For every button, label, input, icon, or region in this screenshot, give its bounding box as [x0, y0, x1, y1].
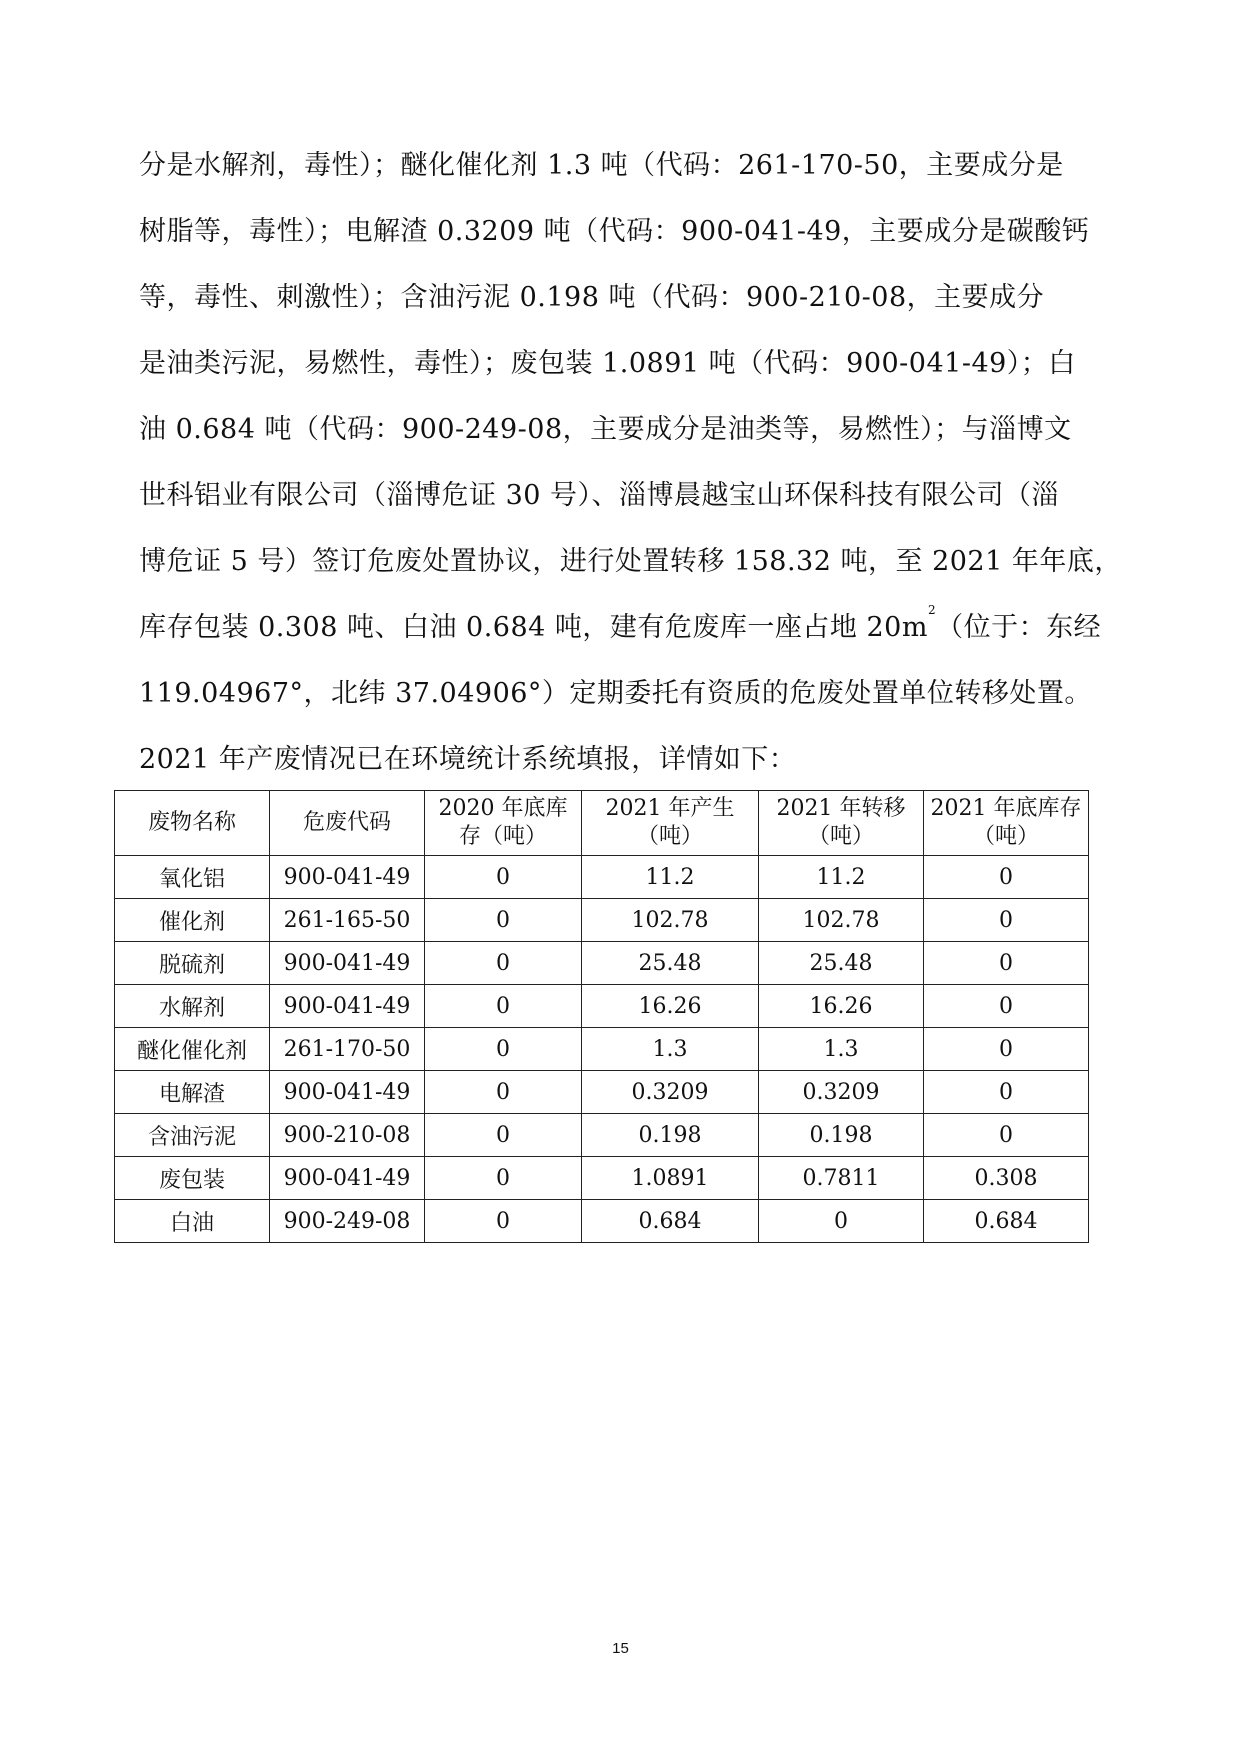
cell-name: 白油 [115, 1200, 270, 1243]
text-line: 等，毒性、刺激性）；含油污泥 0.198 吨（代码：900-210-08，主要成分 [139, 282, 1045, 313]
cell-code: 261-165-50 [270, 899, 425, 942]
cell-code: 900-041-49 [270, 942, 425, 985]
table-row [115, 1114, 1089, 1157]
table-row [115, 1157, 1089, 1200]
text-line: 分是水解剂，毒性）；醚化催化剂 1.3 吨（代码：261-170-50，主要成分是 [139, 150, 1064, 181]
cell-produced2021: 25.48 [582, 942, 759, 985]
text-line [139, 604, 1109, 670]
cell-stock2021: 0 [924, 899, 1089, 942]
cell-produced2021: 0.198 [582, 1114, 759, 1157]
text-segment: （位于：东经 [936, 612, 1102, 643]
text-segment: 库存包装 0.308 吨、白油 0.684 吨，建有危废库一座占地 20m [139, 612, 928, 643]
table-header-row [115, 791, 1089, 856]
cell-code: 900-210-08 [270, 1114, 425, 1157]
header-stock-2020: 2020 年底库存（吨） [425, 791, 582, 856]
cell-name: 含油污泥 [115, 1114, 270, 1157]
cell-produced2021: 16.26 [582, 985, 759, 1028]
header-produced-2021: 2021 年产生（吨） [582, 791, 759, 856]
cell-transferred2021: 102.78 [759, 899, 924, 942]
cell-code: 900-041-49 [270, 1071, 425, 1114]
cell-code: 261-170-50 [270, 1028, 425, 1071]
cell-stock2020: 0 [425, 942, 582, 985]
cell-stock2021: 0.308 [924, 1157, 1089, 1200]
text-line: 2021 年产废情况已在环境统计系统填报，详情如下： [139, 744, 797, 775]
cell-transferred2021: 0.3209 [759, 1071, 924, 1114]
cell-code: 900-041-49 [270, 985, 425, 1028]
header-waste-code: 危废代码 [270, 791, 425, 856]
table-row [115, 1200, 1089, 1243]
cell-code: 900-249-08 [270, 1200, 425, 1243]
header-stock-2021: 2021 年底库存（吨） [924, 791, 1089, 856]
cell-transferred2021: 1.3 [759, 1028, 924, 1071]
cell-transferred2021: 25.48 [759, 942, 924, 985]
text-line: 博危证 5 号）签订危废处置协议，进行处置转移 158.32 吨，至 2021 年年底， [139, 546, 1122, 577]
cell-stock2020: 0 [425, 1200, 582, 1243]
table-row [115, 1071, 1089, 1114]
cell-name: 催化剂 [115, 899, 270, 942]
cell-name: 脱硫剂 [115, 942, 270, 985]
cell-name: 醚化催化剂 [115, 1028, 270, 1071]
table-row [115, 985, 1089, 1028]
cell-stock2021: 0 [924, 942, 1089, 985]
header-waste-name: 废物名称 [115, 791, 270, 856]
cell-stock2021: 0 [924, 1114, 1089, 1157]
header-transferred-2021: 2021 年转移（吨） [759, 791, 924, 856]
cell-stock2020: 0 [425, 985, 582, 1028]
cell-name: 电解渣 [115, 1071, 270, 1114]
text-line: 119.04967°，北纬 37.04906°）定期委托有资质的危废处置单位转移处置。 [139, 678, 1092, 709]
cell-produced2021: 0.684 [582, 1200, 759, 1243]
text-line: 树脂等，毒性）；电解渣 0.3209 吨（代码：900-041-49，主要成分是碳酸钙 [139, 216, 1090, 247]
cell-stock2020: 0 [425, 1028, 582, 1071]
cell-stock2021: 0 [924, 856, 1089, 899]
cell-stock2021: 0 [924, 985, 1089, 1028]
page-number: 15 [612, 1640, 629, 1657]
cell-name: 废包装 [115, 1157, 270, 1200]
cell-stock2020: 0 [425, 1157, 582, 1200]
cell-produced2021: 1.3 [582, 1028, 759, 1071]
body-text [139, 142, 1122, 784]
superscript: 2 [927, 603, 937, 617]
cell-stock2020: 0 [425, 856, 582, 899]
cell-stock2021: 0.684 [924, 1200, 1089, 1243]
cell-code: 900-041-49 [270, 1157, 425, 1200]
cell-stock2020: 0 [425, 1071, 582, 1114]
cell-stock2020: 0 [425, 899, 582, 942]
table-row [115, 942, 1089, 985]
cell-produced2021: 1.0891 [582, 1157, 759, 1200]
text-line: 是油类污泥，易燃性，毒性）；废包装 1.0891 吨（代码：900-041-49）；白 [139, 348, 1076, 379]
table-row [115, 856, 1089, 899]
cell-name: 氧化铝 [115, 856, 270, 899]
cell-code: 900-041-49 [270, 856, 425, 899]
cell-stock2021: 0 [924, 1028, 1089, 1071]
cell-transferred2021: 0 [759, 1200, 924, 1243]
cell-transferred2021: 0.7811 [759, 1157, 924, 1200]
cell-produced2021: 102.78 [582, 899, 759, 942]
cell-transferred2021: 16.26 [759, 985, 924, 1028]
text-line: 世科铝业有限公司（淄博危证 30 号）、淄博晨越宝山环保科技有限公司（淄 [139, 480, 1060, 511]
table-row [115, 899, 1089, 942]
text-line: 油 0.684 吨（代码：900-249-08，主要成分是油类等，易燃性）；与淄博文 [139, 414, 1072, 445]
cell-name: 水解剂 [115, 985, 270, 1028]
cell-stock2021: 0 [924, 1071, 1089, 1114]
cell-produced2021: 0.3209 [582, 1071, 759, 1114]
table-row [115, 1028, 1089, 1071]
hazardous-waste-table [114, 790, 1089, 1243]
cell-produced2021: 11.2 [582, 856, 759, 899]
cell-transferred2021: 0.198 [759, 1114, 924, 1157]
cell-stock2020: 0 [425, 1114, 582, 1157]
cell-transferred2021: 11.2 [759, 856, 924, 899]
table-body [115, 856, 1089, 1243]
